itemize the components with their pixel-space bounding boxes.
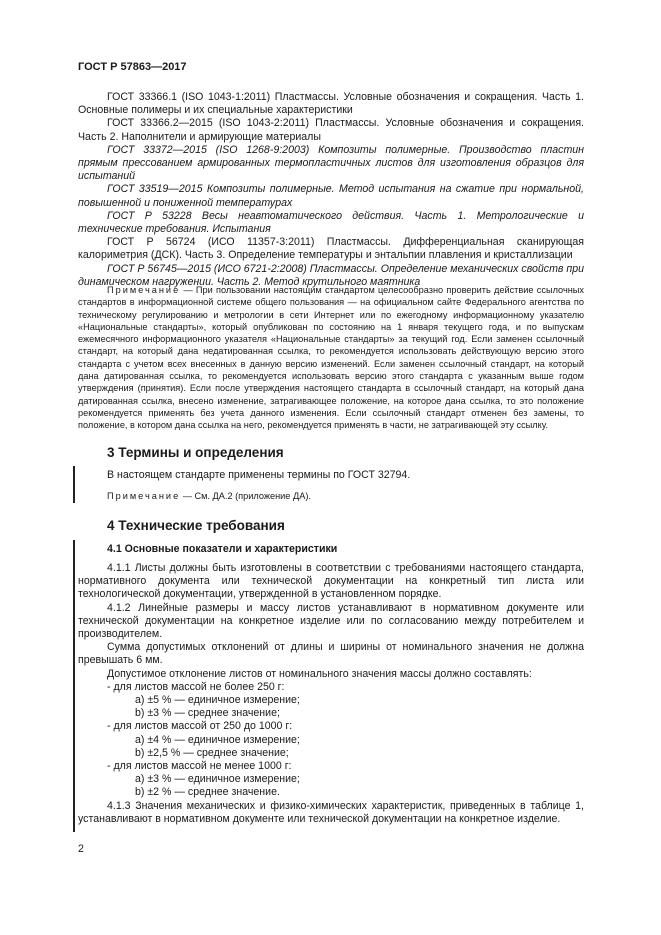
list-subitem: a) ±4 % — единичное измерение; (135, 733, 300, 746)
page-number: 2 (78, 843, 84, 855)
paragraph-4-1-3: 4.1.3 Значения механических и физико-химических характеристик, приведенных в таблице 1, устанавливают в нормативном документе или технической документации на конкретное изделие. (78, 799, 584, 825)
reference-item: ГОСТ 33366.1 (ISO 1043-1:2011) Пластмассы. Условные обозначения и сокращения. Часть 1. Основные полимеры и их специальные характеристики (78, 91, 584, 117)
list-subitem: b) ±3 % — среднее значение; (135, 707, 280, 720)
note-text: — См. ДА.2 (приложение ДА). (180, 491, 311, 501)
reference-item: ГОСТ Р 53228 Весы неавтоматического действия. Часть 1. Метрологические и технические требования. Испытания (78, 209, 584, 236)
paragraph-deviation: Допустимое отклонение листов от номинального значения массы должно составлять: (107, 667, 532, 680)
reference-item: ГОСТ 33372—2015 (ISO 1268-9:2003) Композиты полимерные. Производство пластин прямым прессованием армированных термопластичных листов для изготовления образцов для испытаний (78, 143, 584, 183)
section-4-heading: 4 Технические требования (107, 518, 285, 533)
note-label: Примечание (107, 491, 181, 501)
section-3-note (78, 490, 584, 502)
change-bar (73, 466, 75, 503)
list-item: - для листов массой не менее 1000 г: (107, 760, 292, 773)
list-subitem: a) ±3 % — единичное измерение; (135, 773, 300, 786)
paragraph-4-1-2: 4.1.2 Линейные размеры и массу листов устанавливают в нормативном документе или технической документации на конкретное изделие или по согласованию между потребителем и производителем. (78, 601, 584, 641)
note-text: — При пользовании настоящим стандартом целесообразно проверить действие ссылочных стандартов в информационной системе общего пользования — на официальном сайте Федерального агентства по техническому регулированию и метрологии в сети Интернет или по ежегодному информационному указателю «Национальные стандарты», который опубликован по состоянию на 1 января текущего года, и по выпускам ежемесячного информационного указателя «Национальные стандарты» за текущий год. Если заменен ссылочный стандарт, на который дана недатированная ссылка, то рекомендуется использовать действующую версию этого стандарта с учетом всех внесенных в данную версию изменений. Если заменен ссылочный стандарт, на который дана датированная ссылка, то рекомендуется использовать версию этого стандарта с указанным выше годом утверждения (принятия). Если после утверждения настоящего стандарта в ссылочный стандарт, на который дана датированная ссылка, внесено изменение, затрагивающее положение, на которое дана ссылка, то это положение рекомендуется применять без учета данного изменения. Если ссылочный стандарт отменен без замены, то положение, в котором дана ссылка на него, рекомендуется применять в части, не затрагивающей эту ссылку. (78, 285, 584, 431)
list-subitem: b) ±2,5 % — среднее значение; (135, 746, 289, 759)
list-subitem: a) ±5 % — единичное измерение; (135, 694, 300, 707)
reference-item: ГОСТ 33366.2—2015 (ISO 1043-2:2011) Пластмассы. Условные обозначения и сокращения. Часть 2. Наполнители и армирующие материалы (78, 117, 584, 143)
references-note (78, 284, 584, 432)
section-3-text: В настоящем стандарте применены термины по ГОСТ 32794. (107, 469, 411, 481)
list-subitem: b) ±2 % — среднее значение. (135, 786, 280, 799)
paragraph-sum: Сумма допустимых отклонений от длины и ширины от номинального значения не должна превышать 6 мм. (78, 641, 584, 667)
reference-item: ГОСТ Р 56724 (ИСО 11357-3:2011) Пластмассы. Дифференциальная сканирующая калориметрия (ДСК). Часть 3. Определение температуры и энтальпии плавления и кристаллизации (78, 236, 584, 262)
change-bar (73, 540, 75, 832)
note-label: Примечание (107, 285, 181, 295)
section-3-body (78, 469, 584, 482)
section-3-heading: 3 Термины и определения (107, 445, 284, 460)
list-item: - для листов массой не более 250 г: (107, 680, 285, 693)
reference-item: ГОСТ 33519—2015 Композиты полимерные. Метод испытания на сжатие при нормальной, повышенной и пониженной температурах (78, 183, 584, 209)
section-4-body (78, 562, 584, 826)
normative-references (78, 91, 584, 289)
list-item: - для листов массой от 250 до 1000 г: (107, 720, 293, 733)
paragraph-4-1-1: 4.1.1 Листы должны быть изготовлены в соответствии с требованиями настоящего стандарта, нормативного документа или технической документации на конкретный тип листа или технологической документации, утвержденной в установленном порядке. (78, 562, 584, 601)
reference-item: ГОСТ Р 56745—2015 (ИСО 6721-2:2008) Пластмассы. Определение механических свойств при динамическом нагружении. Часть 2. Метод крутильного маятника (78, 262, 585, 288)
document-header: ГОСТ Р 57863—2017 (78, 61, 187, 73)
subsection-4-1-heading: 4.1 Основные показатели и характеристики (107, 543, 338, 555)
